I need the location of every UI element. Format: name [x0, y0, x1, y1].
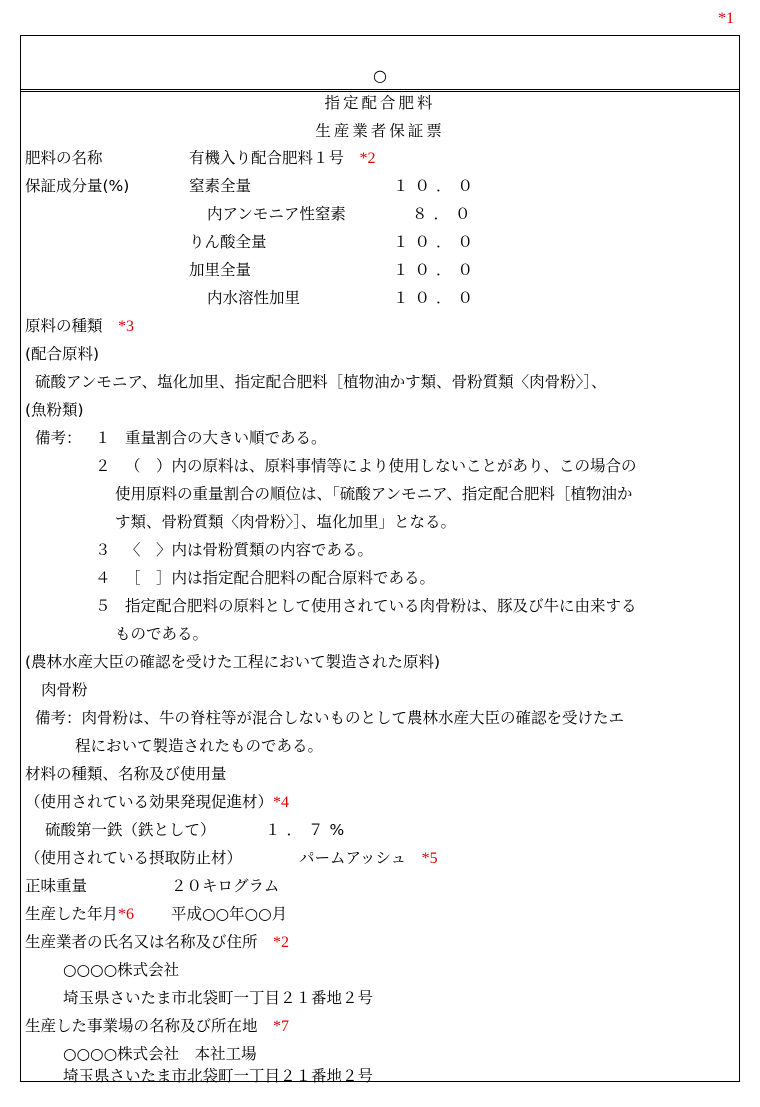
production-date-value: 平成○○年○○月 [171, 905, 288, 923]
remark-text: ［ ］内は指定配合肥料の配合原料である。 [125, 569, 436, 587]
blend-materials: 硫酸アンモニア、塩化加里、指定配合肥料［植物油かす類、骨粉質類〈肉骨粉〉］、 [35, 373, 607, 391]
header-band [21, 36, 739, 92]
note-marker-3: *3 [118, 318, 135, 335]
guarantee-document [20, 35, 740, 1085]
effect-amount: １．７% [265, 821, 351, 839]
guarantee-row-name: 加里全量 [189, 261, 252, 279]
guarantee-row-value: １０．０ [393, 261, 480, 279]
blend-optional: (魚粉類) [25, 401, 84, 419]
deterrent-label: （使用されている摂取防止材） [25, 849, 243, 867]
ministry-label: (農林水産大臣の確認を受けた工程において製造された原料) [25, 653, 441, 671]
effect-label: （使用されている効果発現促進材）*4 [25, 793, 290, 811]
note-marker-7: *7 [273, 1018, 290, 1035]
effect-item: 硫酸第一鉄（鉄として） [45, 821, 216, 839]
note-marker-4: *4 [273, 794, 290, 811]
net-weight-label: 正味重量 [25, 877, 88, 895]
remark-text: 〈 〉内は骨粉質類の内容である。 [125, 541, 374, 559]
guarantee-row-name: 内アンモニア性窒素 [207, 205, 346, 223]
blend-label: (配合原料) [25, 345, 100, 363]
additives-heading: 材料の種類、名称及び使用量 [25, 765, 227, 783]
guarantee-row-name: りん酸全量 [189, 233, 267, 251]
producer-name: ○○○○株式会社 [63, 961, 180, 979]
circle-symbol: ○ [373, 66, 387, 85]
title-line-2: 生産業者保証票 [315, 122, 445, 140]
guarantee-row-value: １０．０ [393, 177, 480, 195]
factory-name: ○○○○株式会社 本社工場 [63, 1045, 257, 1063]
production-date-label: 生産した年月*6 [25, 905, 135, 923]
guarantee-row-name: 内水溶性加里 [207, 289, 301, 307]
net-weight-value: ２０キログラム [171, 877, 280, 895]
note-marker-5: *5 [421, 850, 438, 867]
title-line-1: 指定配合肥料 [324, 94, 436, 112]
remark-number: ４ [95, 569, 111, 587]
fertilizer-name-value: 有機入り配合肥料１号 *2 [189, 149, 376, 167]
remark-number: ５ [95, 597, 111, 615]
guarantee-row-value: ８．０ [412, 205, 477, 223]
remark-text: （ ）内の原料は、原料事情等により使用しないことがあり、この場合の [125, 457, 637, 475]
factory-label: 生産した事業場の名称及び所在地 *7 [25, 1017, 290, 1035]
note-marker-1: *1 [718, 10, 734, 27]
remark-text: 使用原料の重量割合の順位は、「硫酸アンモニア、指定配合肥料［植物油か [115, 485, 633, 503]
ministry-remark: 程において製造されたものである。 [75, 737, 324, 755]
ministry-item: 肉骨粉 [41, 681, 88, 699]
note-marker-6: *6 [118, 906, 135, 923]
remark-text: 重量割合の大きい順である。 [125, 429, 327, 447]
remark-number: ２ [95, 457, 111, 475]
remark-number: ３ [95, 541, 111, 559]
remark-number: １ [95, 429, 111, 447]
guarantee-row-value: １０．０ [393, 233, 480, 251]
factory-address: 埼玉県さいたま市北袋町一丁目２１番地２号 [63, 1067, 374, 1085]
ministry-remark: 備考：肉骨粉は、牛の脊柱等が混合しないものとして農林水産大臣の確認を受けたエ [35, 709, 625, 727]
fertilizer-name-label: 肥料の名称 [25, 149, 103, 167]
remark-text: す類、骨粉質類〈肉骨粉〉］、塩化加里」となる。 [115, 513, 457, 531]
guarantee-row-value: １０．０ [393, 289, 480, 307]
remark-text: ものである。 [115, 625, 209, 643]
producer-label: 生産業者の氏名又は名称及び住所 *2 [25, 933, 290, 951]
guarantee-row-name: 窒素全量 [189, 177, 252, 195]
guarantee-label: 保証成分量(%) [25, 177, 130, 195]
remark-text: 指定配合肥料の原料として使用されている肉骨粉は、豚及び牛に由来する [125, 597, 637, 615]
note-marker-2: *2 [359, 150, 376, 167]
note-marker-2: *2 [273, 934, 290, 951]
remarks-label: 備考： [35, 429, 82, 447]
materials-heading: 原料の種類 *3 [25, 317, 135, 335]
deterrent-item: パームアッシュ *5 [299, 849, 438, 867]
producer-address: 埼玉県さいたま市北袋町一丁目２１番地２号 [63, 989, 374, 1007]
